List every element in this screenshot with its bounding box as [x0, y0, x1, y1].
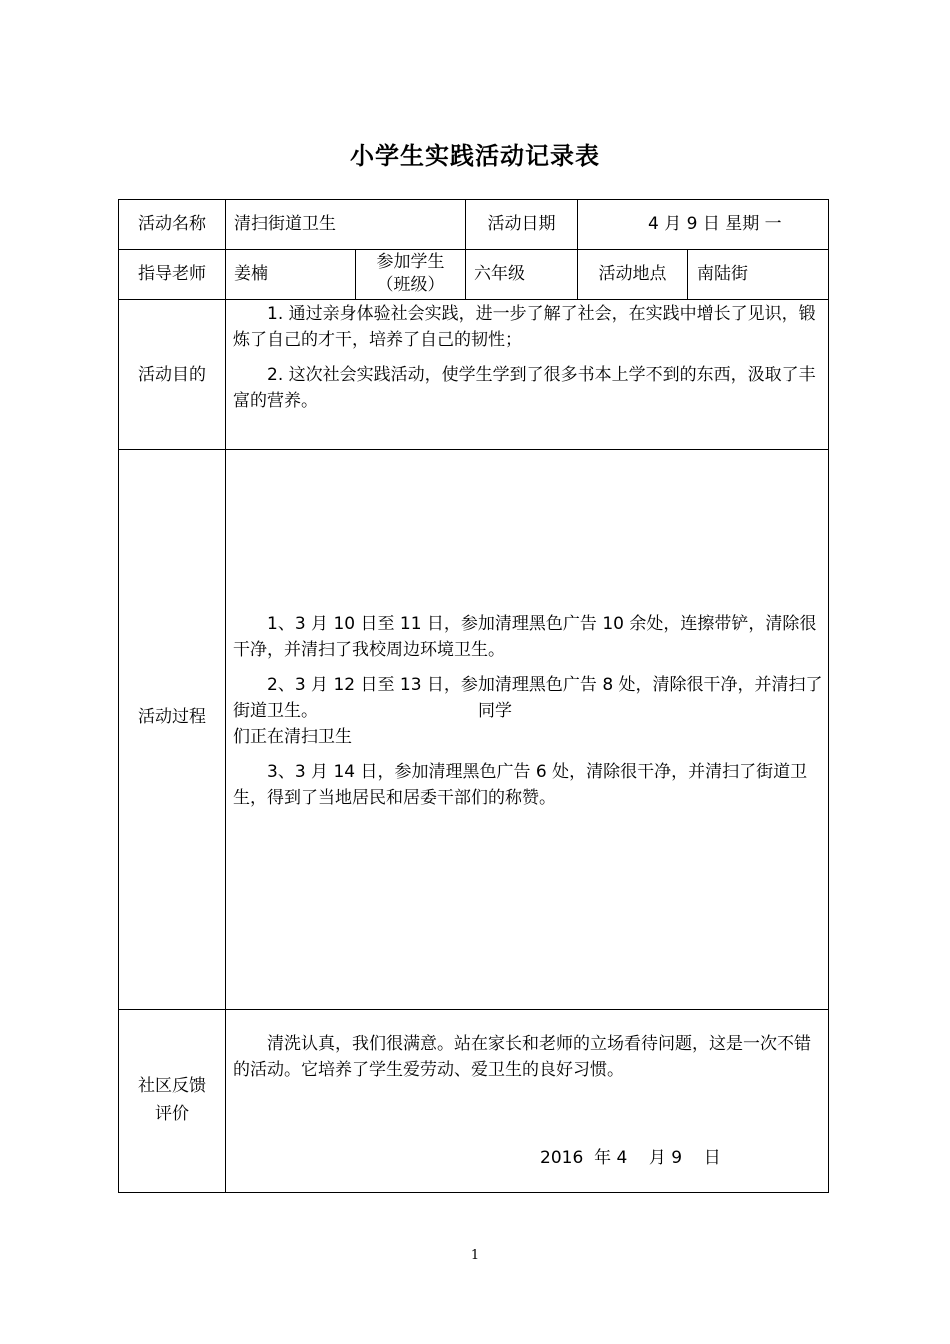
- feedback-label-line2: 评价: [155, 1104, 189, 1124]
- process-paragraph-3: 3、3 月 14 日，参加清理黑色广告 6 处，清除很干净，并清扫了街道卫生，得到了当地居民和居委干部们的称赞。: [233, 762, 808, 808]
- purpose-paragraph-1: 1. 通过亲身体验社会实践，进一步了解了社会，在实践中增长了见识，锻炼了自己的才干，培养了自己的韧性；: [233, 304, 816, 350]
- process-label: 活动过程: [138, 707, 206, 727]
- photo-caption-part1: 同学: [478, 701, 512, 721]
- activity-name-label: 活动名称: [138, 214, 206, 234]
- students-value: 六年级: [474, 264, 525, 284]
- feedback-label-line1: 社区反馈: [138, 1076, 206, 1096]
- teacher-label: 指导老师: [138, 264, 206, 284]
- activity-name-value: 清扫街道卫生: [234, 214, 336, 234]
- purpose-content: [233, 301, 823, 414]
- process-content: [233, 611, 823, 811]
- feedback-label: [119, 1072, 225, 1128]
- activity-date-label: 活动日期: [487, 214, 556, 234]
- page-title: 小学生实践活动记录表: [350, 142, 600, 170]
- place-label: 活动地点: [598, 264, 667, 284]
- process-paragraph-2-text: 2、3 月 12 日至 13 日，参加清理黑色广告 8 处，清除很干净，并清扫了街道卫生。: [233, 675, 823, 721]
- feedback-paragraph: 清洗认真，我们很满意。站在家长和老师的立场看待问题，这是一次不错的活动。它培养了学生爱劳动、爱卫生的良好习惯。: [233, 1034, 811, 1080]
- feedback-date: 2016 年 4 月 9 日: [540, 1148, 721, 1168]
- students-label-line2: （班级）: [376, 275, 445, 295]
- purpose-paragraph-2: 2. 这次社会实践活动，使学生学到了很多书本上学不到的东西，汲取了丰富的营养。: [233, 365, 816, 411]
- activity-date-value: 4 月 9 日 星期 一: [648, 214, 782, 234]
- purpose-label: 活动目的: [138, 365, 206, 385]
- teacher-value: 姜楠: [234, 264, 268, 284]
- students-label-line1: 参加学生: [376, 252, 445, 272]
- students-label: [356, 251, 465, 297]
- process-paragraph-1: 1、3 月 10 日至 11 日，参加清理黑色广告 10 余处，连擦带铲，清除很干净，并清扫了我校周边环境卫生。: [233, 614, 817, 660]
- process-paragraph-2: [233, 672, 823, 724]
- page-number: 1: [470, 1248, 480, 1263]
- photo-caption-part2: 们正在清扫卫生: [233, 727, 352, 747]
- place-value: 南陆街: [697, 264, 748, 284]
- feedback-content: [233, 1031, 823, 1083]
